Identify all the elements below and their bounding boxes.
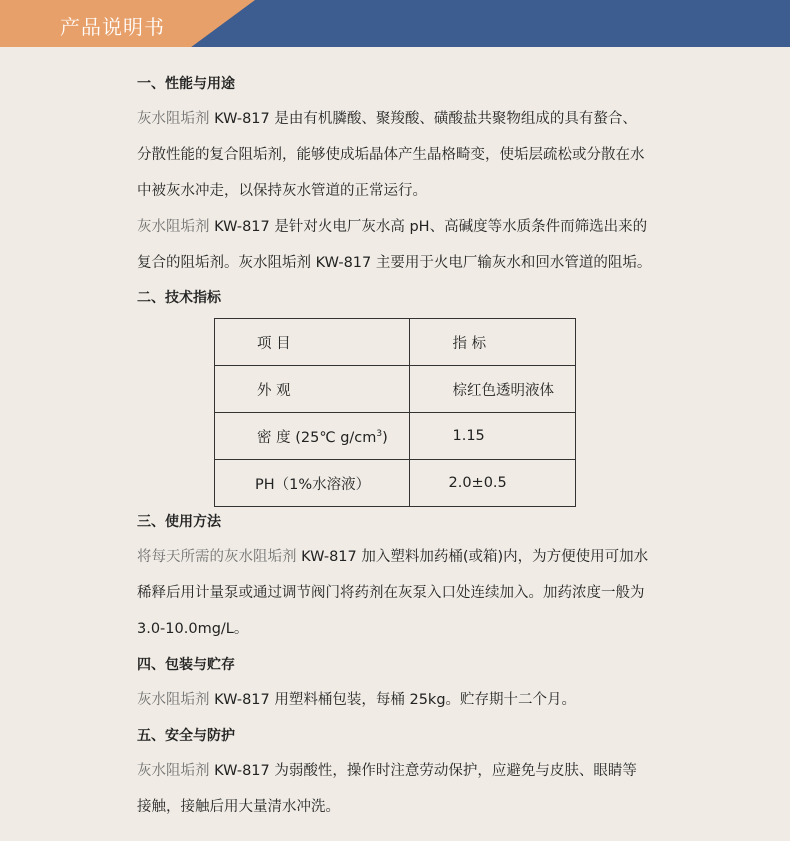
header-bar — [0, 0, 790, 47]
paragraph-line: 稀释后用计量泵或通过调节阀门将药剂在灰泵入口处连续加入。加药浓度一般为 — [137, 585, 645, 601]
section-heading-specs: 二、技术指标 — [137, 290, 221, 306]
text: 密 度 (25℃ g/cm — [257, 429, 377, 446]
table-cell: 2.0±0.5 — [410, 460, 576, 507]
text: KW-817 是由有机膦酸、聚羧酸、磺酸盐共聚物组成的具有螯合、 — [209, 111, 637, 127]
text: KW-817 用塑料桶包装，每桶 25kg。贮存期十二个月。 — [209, 692, 577, 708]
paragraph-line — [137, 688, 576, 709]
text: KW-817 加入塑料加药桶(或箱)内，为方便使用可加水 — [296, 549, 649, 565]
text: KW-817 为弱酸性，操作时注意劳动保护，应避免与皮肤、眼睛等 — [209, 763, 637, 779]
section-heading-packaging: 四、包装与贮存 — [137, 657, 235, 673]
product-name: 灰水阻垢剂 — [137, 219, 210, 235]
table-cell: 外 观 — [215, 366, 410, 413]
table-cell: PH（1%水溶液） — [215, 460, 410, 507]
table-cell: 棕红色透明液体 — [410, 366, 576, 413]
table-header-cell: 项 目 — [215, 319, 410, 366]
section-heading-usage: 三、使用方法 — [137, 514, 221, 530]
product-name: 灰水阻垢剂 — [137, 692, 210, 708]
paragraph-line: 分散性能的复合阻垢剂，能够使成垢晶体产生晶格畸变，使垢层疏松或分散在水 — [137, 147, 645, 163]
paragraph-line — [137, 545, 648, 566]
page-title: 产品说明书 — [60, 15, 165, 39]
table-header-cell: 指 标 — [410, 319, 576, 366]
paragraph-line: 接触，接触后用大量清水冲洗。 — [137, 799, 340, 815]
text: KW-817 是针对火电厂灰水高 pH、高碱度等水质条件而筛选出来的 — [209, 219, 648, 235]
paragraph-line: 复合的阻垢剂。灰水阻垢剂 KW-817 主要用于火电厂输灰水和回水管道的阻垢。 — [137, 255, 652, 271]
table-row — [215, 413, 576, 460]
table-cell: 1.15 — [410, 413, 576, 460]
section-heading-safety: 五、安全与防护 — [137, 728, 235, 744]
section-heading-performance: 一、性能与用途 — [137, 76, 235, 92]
product-name: 将每天所需的灰水阻垢剂 — [137, 549, 297, 565]
text: ) — [382, 429, 388, 446]
paragraph-line — [137, 215, 647, 236]
product-name: 灰水阻垢剂 — [137, 111, 210, 127]
table-cell — [215, 413, 410, 460]
table-header-row — [215, 319, 576, 366]
table-row — [215, 366, 576, 413]
paragraph-line: 3.0-10.0mg/L。 — [137, 621, 249, 637]
table-row — [215, 460, 576, 507]
product-name: 灰水阻垢剂 — [137, 763, 210, 779]
paragraph-line — [137, 107, 637, 128]
paragraph-line — [137, 759, 637, 780]
spec-table — [214, 318, 576, 507]
paragraph-line: 中被灰水冲走，以保持灰水管道的正常运行。 — [137, 183, 427, 199]
superscript: 3 — [376, 428, 383, 439]
